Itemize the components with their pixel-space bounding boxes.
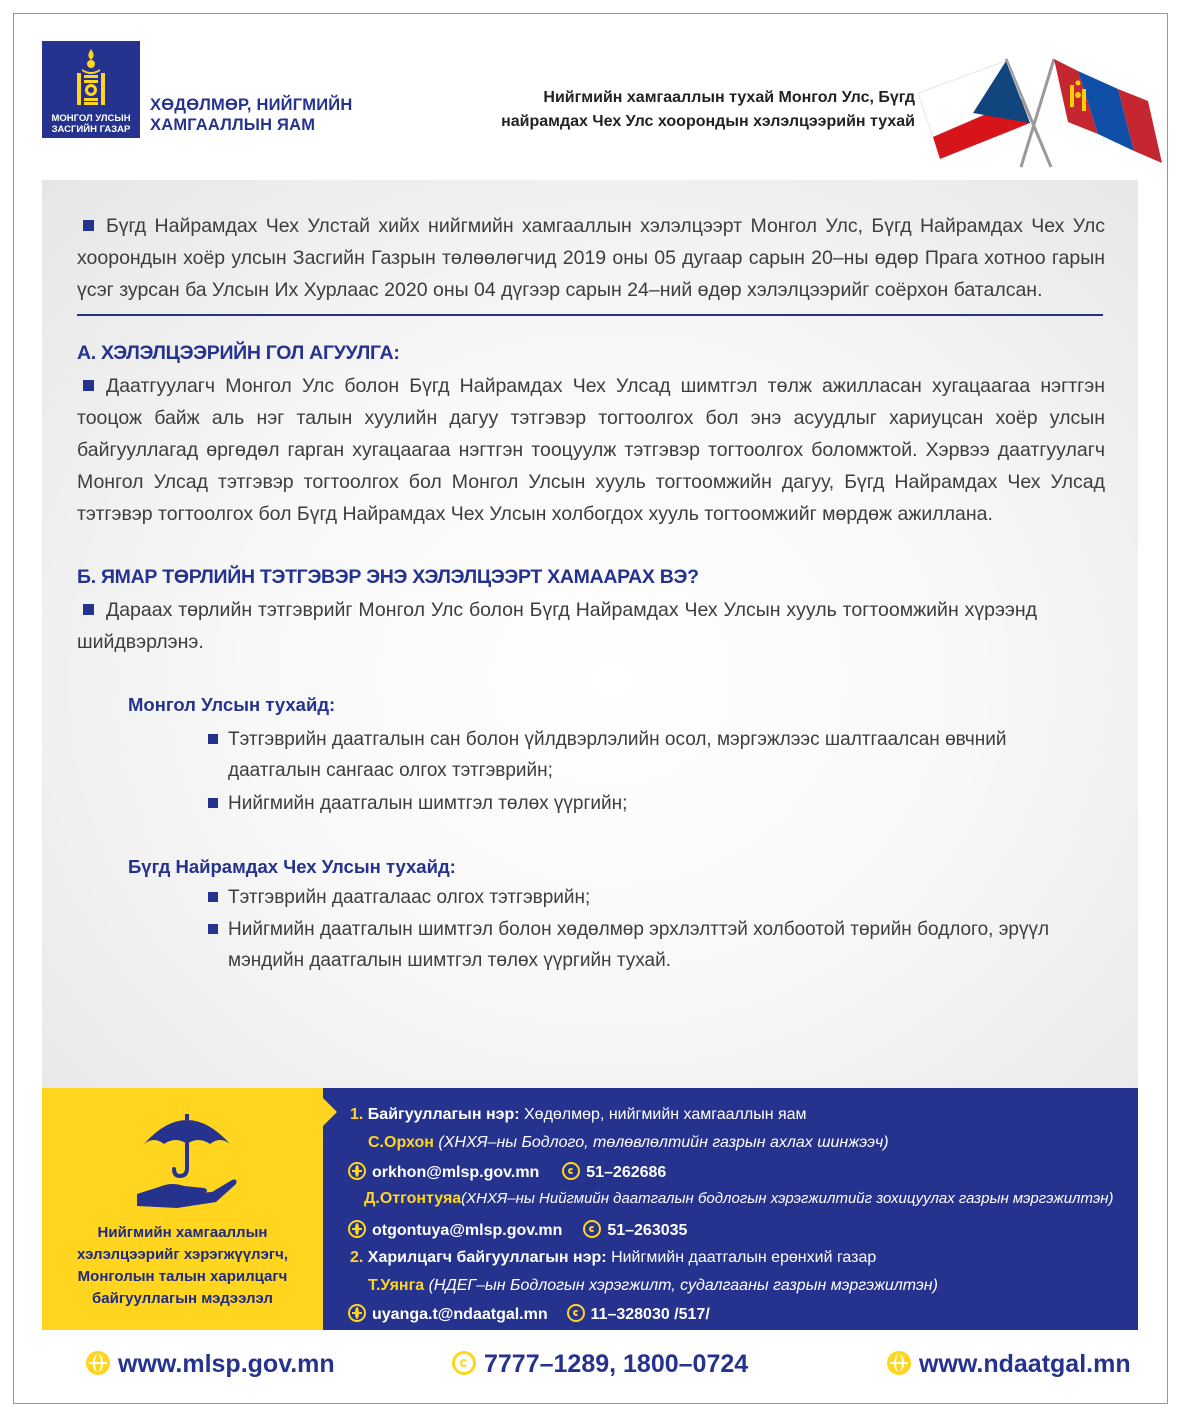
ministry-name [150, 95, 352, 135]
footer-phones [452, 1350, 748, 1379]
contact2-phone[interactable]: 51–263035 [607, 1222, 688, 1239]
globe-icon [348, 1220, 366, 1238]
contact1-name: С.Орхон [368, 1134, 434, 1151]
list-item-text: Тэтгэврийн даатгалаас олгох тэтгэврийн; [228, 887, 591, 908]
bullet-icon [208, 734, 218, 744]
list-item [208, 788, 1068, 819]
section-a-heading: А. ХЭЛЭЛЦЭЭРИЙН ГОЛ АГУУЛГА: [77, 342, 400, 364]
footer-site-2-link[interactable]: www.ndaatgal.mn [919, 1350, 1131, 1378]
globe-icon [348, 1304, 366, 1322]
bullet-icon [208, 924, 218, 934]
list-item-text: Нийгмийн даатгалын шимтгэл төлөх үүргийн; [228, 793, 628, 814]
contact3-email[interactable]: uyanga.t@ndaatgal.mn [372, 1306, 548, 1323]
contact2-role: (ХНХЯ–ны Нийгмийн даатгалын бодлогын хэрэгжилтийг зохицуулах газрын мэргэжилтэн) [461, 1190, 1114, 1207]
contact-info-label-line: Нийгмийн хамгааллын [97, 1224, 268, 1241]
footer-site-1-link[interactable]: www.mlsp.gov.mn [118, 1350, 335, 1378]
footer-site-2 [887, 1350, 1131, 1379]
logo-caption-1: МОНГОЛ УЛСЫН [51, 113, 131, 124]
ministry-name-line-2: ХАМГААЛЛЫН ЯАМ [150, 116, 316, 134]
section-b-paragraph [77, 594, 1037, 658]
czech-subheading: Бүгд Найрамдах Чех Улсын тухайд: [128, 856, 456, 877]
globe-icon [348, 1162, 366, 1180]
contact3-info [348, 1304, 710, 1324]
section-b-text: Дараах төрлийн тэтгэврийг Монгол Улс болон Бүгд Найрамдах Чех Улсын хууль тогтоомжийн хүрээнд шийдвэрлэнэ. [77, 599, 1037, 653]
umbrella-hand-icon [132, 1108, 242, 1213]
contact1-role: (ХНХЯ–ны Бодлого, төлөвлөлтийн газрын ахлах шинжээч) [438, 1134, 889, 1151]
list-item-text: Тэтгэврийн даатгалын сан болон үйлдвэрлэлийн осол, мэргэжлээс шалтгаалсан өвчний даатгалын сангаас олгох тэтгэврийн; [228, 729, 1007, 781]
list-item [208, 914, 1068, 976]
section-a-paragraph [77, 370, 1105, 530]
contact-info-label-line: Монголын талын харилцагч [77, 1268, 288, 1285]
page-title [430, 86, 915, 134]
contact3-role: (НДЕГ–ын Бодлогын хэрэгжилт, судалгааны газрын мэргэжилтэн) [428, 1277, 938, 1294]
contact3-line [368, 1277, 938, 1295]
logo-caption-2: ЗАСГИЙН ГАЗАР [51, 124, 131, 135]
whatsapp-phone-icon [452, 1351, 476, 1375]
bullet-icon [83, 380, 94, 391]
whatsapp-phone-icon [562, 1162, 580, 1180]
mongolia-subheading: Монгол Улсын тухайд: [128, 694, 336, 715]
contact1-line [368, 1134, 889, 1152]
contact1-info [348, 1162, 666, 1182]
contact-info-label-line: хэлэлцээрийг хэрэгжүүлэгч, [76, 1246, 288, 1263]
whatsapp-phone-icon [567, 1304, 585, 1322]
org2-name: Нийгмийн даатгалын ерөнхий газар [611, 1249, 877, 1266]
org1-label: Байгууллагын нэр: [367, 1106, 520, 1123]
globe-icon [887, 1351, 911, 1375]
org1-name: Хөдөлмөр, нийгмийн хамгааллын яам [524, 1106, 807, 1123]
org2-label: Харилцагч байгууллагын нэр: [367, 1249, 607, 1266]
org1-number: 1. [350, 1106, 364, 1123]
list-item [208, 882, 1068, 913]
contact1-email[interactable]: orkhon@mlsp.gov.mn [372, 1164, 540, 1181]
footer-phones-text[interactable]: 7777–1289, 1800–0724 [484, 1350, 749, 1378]
pointer-arrow [323, 1098, 337, 1126]
contact2-name: Д.Отгонтуяа [364, 1190, 462, 1207]
globe-icon [86, 1351, 110, 1375]
bullet-icon [83, 604, 94, 615]
soyombo-emblem-icon [71, 47, 111, 107]
footer-site-1 [86, 1350, 335, 1379]
list-item-text: Нийгмийн даатгалын шимтгэл болон хөдөлмөр эрхлэлттэй холбоотой төрийн бодлого, эрүүл мэндийн даатгалын шимтгэл төлөх үүргийн тухай. [228, 919, 1050, 971]
government-logo [42, 41, 140, 138]
bullet-icon [208, 798, 218, 808]
section-a-text: Даатгуулагч Монгол Улс болон Бүгд Найрамдах Чех Улсад шимтгэл төлж ажилласан хугацаагаа нэгтгэн тооцож байж аль нэг талын хуулийн дагуу тэтгэвэр тогтоолгох бол энэ асуудлыг хариуцсан хоёр улсын байгууллагад өргөдөл гарган хугацаагаа нэгтгэн тооцуулж тэтгэвэр тогтоолгох боломжтой. Хэрвээ даатгуулагч Монгол Улсад тэтгэвэр тогтоолгох бол Монгол Улсын хууль тогтоомжийн дагуу, Бүгд Найрамдах Чех Улсад тэтгэвэр тогтоолгох бол Бүгд Найрамдах Чех Улсын холбогдох хууль тогтоомжийг мөрдөж ажиллана. [77, 375, 1105, 525]
intro-text: Бүгд Найрамдах Чех Улстай хийх нийгмийн хамгааллын хэлэлцээрт Монгол Улс, Бүгд Найрамдах Чех Улс хоорондын хоёр улсын Засгийн Газрын төлөөлөгчид 2019 оны 05 дугаар сарын 20–ны өдөр Прага хотноо гарын үсэг зурсан ба Улсын Их Хурлаас 2020 оны 04 дүгээр сарын 24–ний өдөр хэлэлцээрийг соёрхон баталсан. [77, 215, 1105, 301]
intro-paragraph [77, 210, 1105, 306]
contact1-phone[interactable]: 51–262686 [586, 1164, 667, 1181]
contact2-info [348, 1220, 687, 1240]
list-item [208, 724, 1008, 786]
contact-info-label-box [42, 1088, 323, 1330]
ministry-name-line-1: ХӨДӨЛМӨР, НИЙГМИЙН [150, 96, 353, 114]
contact3-name: Т.Уянга [368, 1277, 425, 1294]
org1-line [350, 1106, 807, 1124]
contact2-line [364, 1190, 1113, 1208]
org2-line [350, 1249, 876, 1267]
page-title-line-2: найрамдах Чех Улс хоорондын хэлэлцээрийн тухай [501, 113, 915, 130]
whatsapp-phone-icon [583, 1220, 601, 1238]
contact-info-label-line: байгууллагын мэдээлэл [92, 1290, 273, 1307]
contact2-email[interactable]: otgontuya@mlsp.gov.mn [372, 1222, 563, 1239]
org2-number: 2. [350, 1249, 364, 1266]
bullet-icon [83, 220, 94, 231]
page-title-line-1: Нийгмийн хамгааллын тухай Монгол Улс, Бүгд [543, 89, 915, 106]
contact3-phone[interactable]: 11–328030 /517/ [590, 1306, 710, 1323]
bullet-icon [208, 892, 218, 902]
contact-info-label [42, 1222, 323, 1310]
crossed-flags [918, 55, 1163, 170]
section-divider [77, 314, 1103, 316]
mongolia-flag-icon [1054, 59, 1162, 163]
section-b-heading: Б. ЯМАР ТӨРЛИЙН ТЭТГЭВЭР ЭНЭ ХЭЛЭЛЦЭЭРТ ХАМААРАХ ВЭ? [77, 566, 699, 588]
